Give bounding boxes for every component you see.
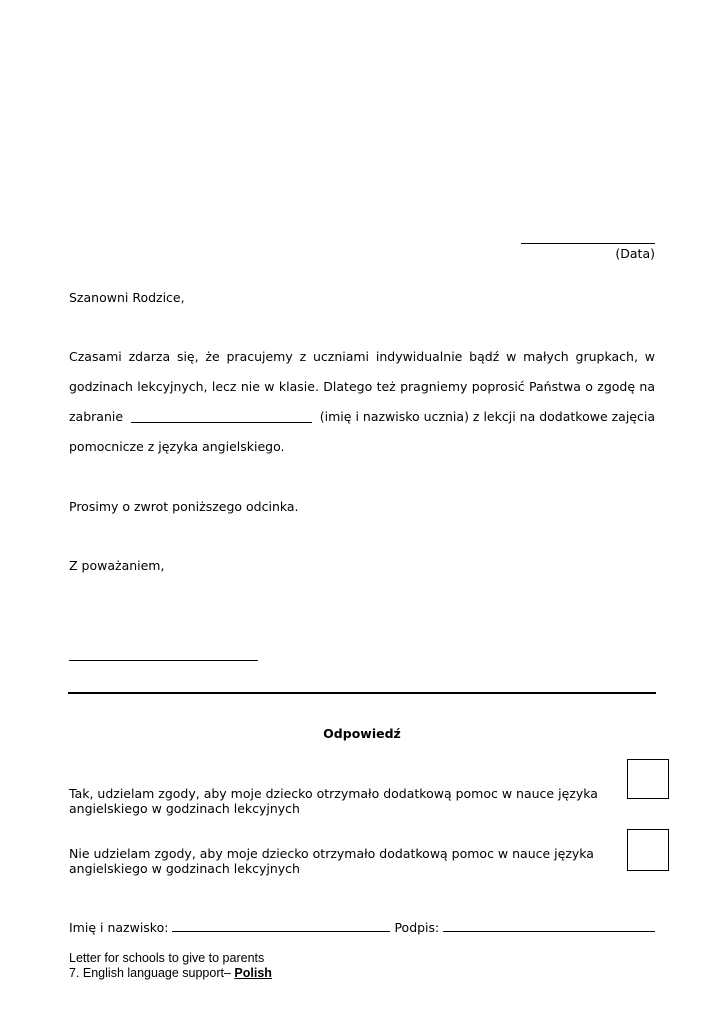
body-line: Czasami zdarza się, że pracujemy z uczniami indywidualnie bądź w małych grupkach, w: [69, 349, 655, 364]
body-line: [69, 372, 655, 402]
option-yes-text: Tak, udzielam zgody, aby moje dziecko otrzymało dodatkową pomoc w nauce języka angielskiego w godzinach lekcyjnych: [69, 786, 598, 816]
salutation: Szanowni Rodzice,: [69, 290, 185, 305]
closing: Z poważaniem,: [69, 558, 165, 573]
letter-body: [69, 342, 655, 462]
name-field[interactable]: [172, 921, 390, 932]
cut-divider: [68, 692, 656, 694]
date-label: (Data): [615, 246, 655, 261]
body-line: pomocnicze z języka angielskiego.: [69, 439, 285, 454]
return-request: Prosimy o zwrot poniższego odcinka.: [69, 499, 299, 514]
body-line-text: zabranie: [69, 409, 124, 424]
body-line-text: (imię i nazwisko ucznia) z lekcji na dodatkowe zajęcia: [319, 409, 655, 424]
option-no-checkbox[interactable]: [627, 829, 669, 871]
name-label: Imię i nazwisko:: [69, 920, 169, 935]
option-yes-checkbox[interactable]: [627, 759, 669, 799]
date-line[interactable]: [521, 243, 655, 244]
signature-line[interactable]: [69, 660, 258, 661]
signature-field[interactable]: [443, 921, 655, 932]
footer-line-1: Letter for schools to give to parents: [69, 951, 265, 965]
option-no-text: Nie udzielam zgody, aby moje dziecko otrzymało dodatkową pomoc w nauce języka angielskiego w godzinach lekcyjnych: [69, 846, 594, 876]
signature-label: Podpis:: [394, 920, 440, 935]
footer-prefix: 7. English language support–: [69, 966, 231, 980]
footer-language: Polish: [234, 966, 272, 980]
student-name-blank[interactable]: [131, 412, 312, 423]
body-line-text: godzinach lekcyjnych, lecz nie w klasie. Dlatego też pragniemy poprosić Państwa o zgodę na: [69, 379, 655, 394]
body-line-with-blank: [69, 402, 655, 432]
reply-fields-row: [69, 920, 655, 936]
reply-title: Odpowiedź: [323, 726, 401, 741]
footer-line-2: [69, 966, 272, 981]
